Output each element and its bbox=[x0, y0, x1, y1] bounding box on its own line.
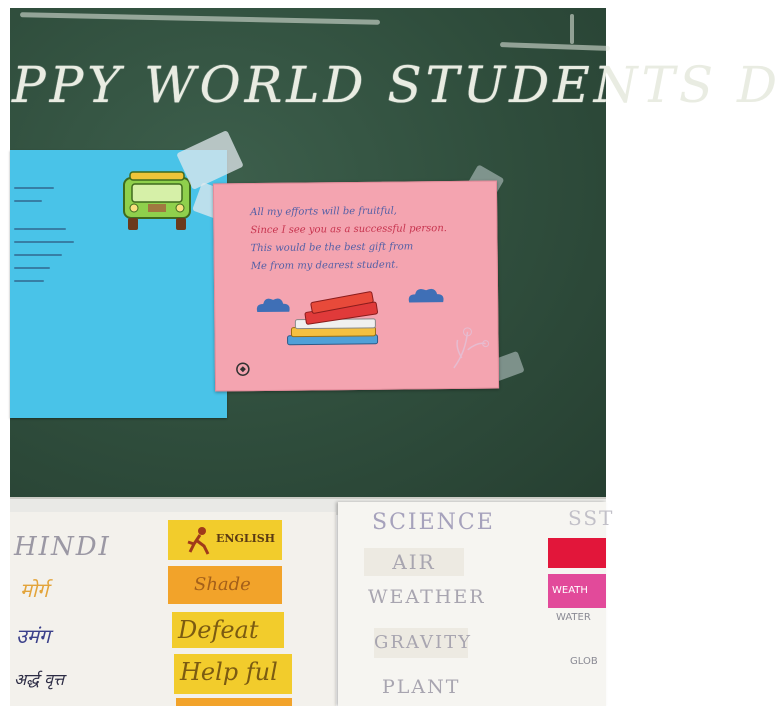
english-title bbox=[168, 520, 282, 560]
english-title-label: ENGLISH bbox=[216, 532, 276, 545]
message-line: Since I see you as a successful person. bbox=[250, 223, 447, 237]
books-drawing bbox=[281, 293, 382, 354]
science-title: SCIENCE bbox=[372, 510, 495, 535]
english-word bbox=[168, 566, 282, 604]
sst-tag: WATER bbox=[556, 612, 591, 623]
english-word-label: Shade bbox=[194, 574, 251, 595]
science-word: AIR bbox=[364, 548, 464, 576]
chalk-streak bbox=[570, 14, 574, 44]
pink-message-card bbox=[213, 181, 499, 392]
english-word-label: Help ful bbox=[180, 658, 278, 686]
hindi-word: उमंग bbox=[16, 624, 51, 648]
running-figure-icon bbox=[184, 526, 212, 556]
english-word bbox=[174, 654, 292, 694]
poster-handwriting bbox=[14, 176, 84, 293]
chalk-streak bbox=[20, 12, 380, 25]
message-text bbox=[250, 202, 491, 277]
hindi-word: मोर्ग bbox=[20, 578, 49, 602]
science-word: GRAVITY bbox=[374, 628, 468, 658]
science-word: PLANT bbox=[382, 676, 461, 698]
sst-tag: GLOB bbox=[570, 656, 598, 667]
sst-tag bbox=[548, 538, 606, 568]
hindi-title: HINDI bbox=[14, 532, 111, 562]
board-banner: PPY WORLD STUDENTS D bbox=[12, 56, 781, 114]
sst-title: SST bbox=[568, 506, 615, 530]
cloud-drawing bbox=[405, 284, 447, 304]
message-line: All my efforts will be fruitful, bbox=[250, 205, 398, 219]
message-line: Me from my dearest student. bbox=[250, 259, 399, 273]
sst-tag: WEATH bbox=[548, 574, 606, 608]
english-word-partial bbox=[176, 698, 292, 706]
hindi-word: अर्द्ध वृत्त bbox=[14, 670, 65, 689]
stamp-doodle bbox=[234, 360, 252, 378]
blue-poster bbox=[10, 150, 227, 418]
message-line: This would be the best gift from bbox=[250, 241, 414, 255]
chalk-streak bbox=[500, 42, 610, 51]
english-word-label: Defeat bbox=[178, 616, 259, 644]
flower-doodle bbox=[447, 322, 492, 372]
science-word: WEATHER bbox=[368, 586, 486, 608]
english-word bbox=[172, 612, 284, 648]
